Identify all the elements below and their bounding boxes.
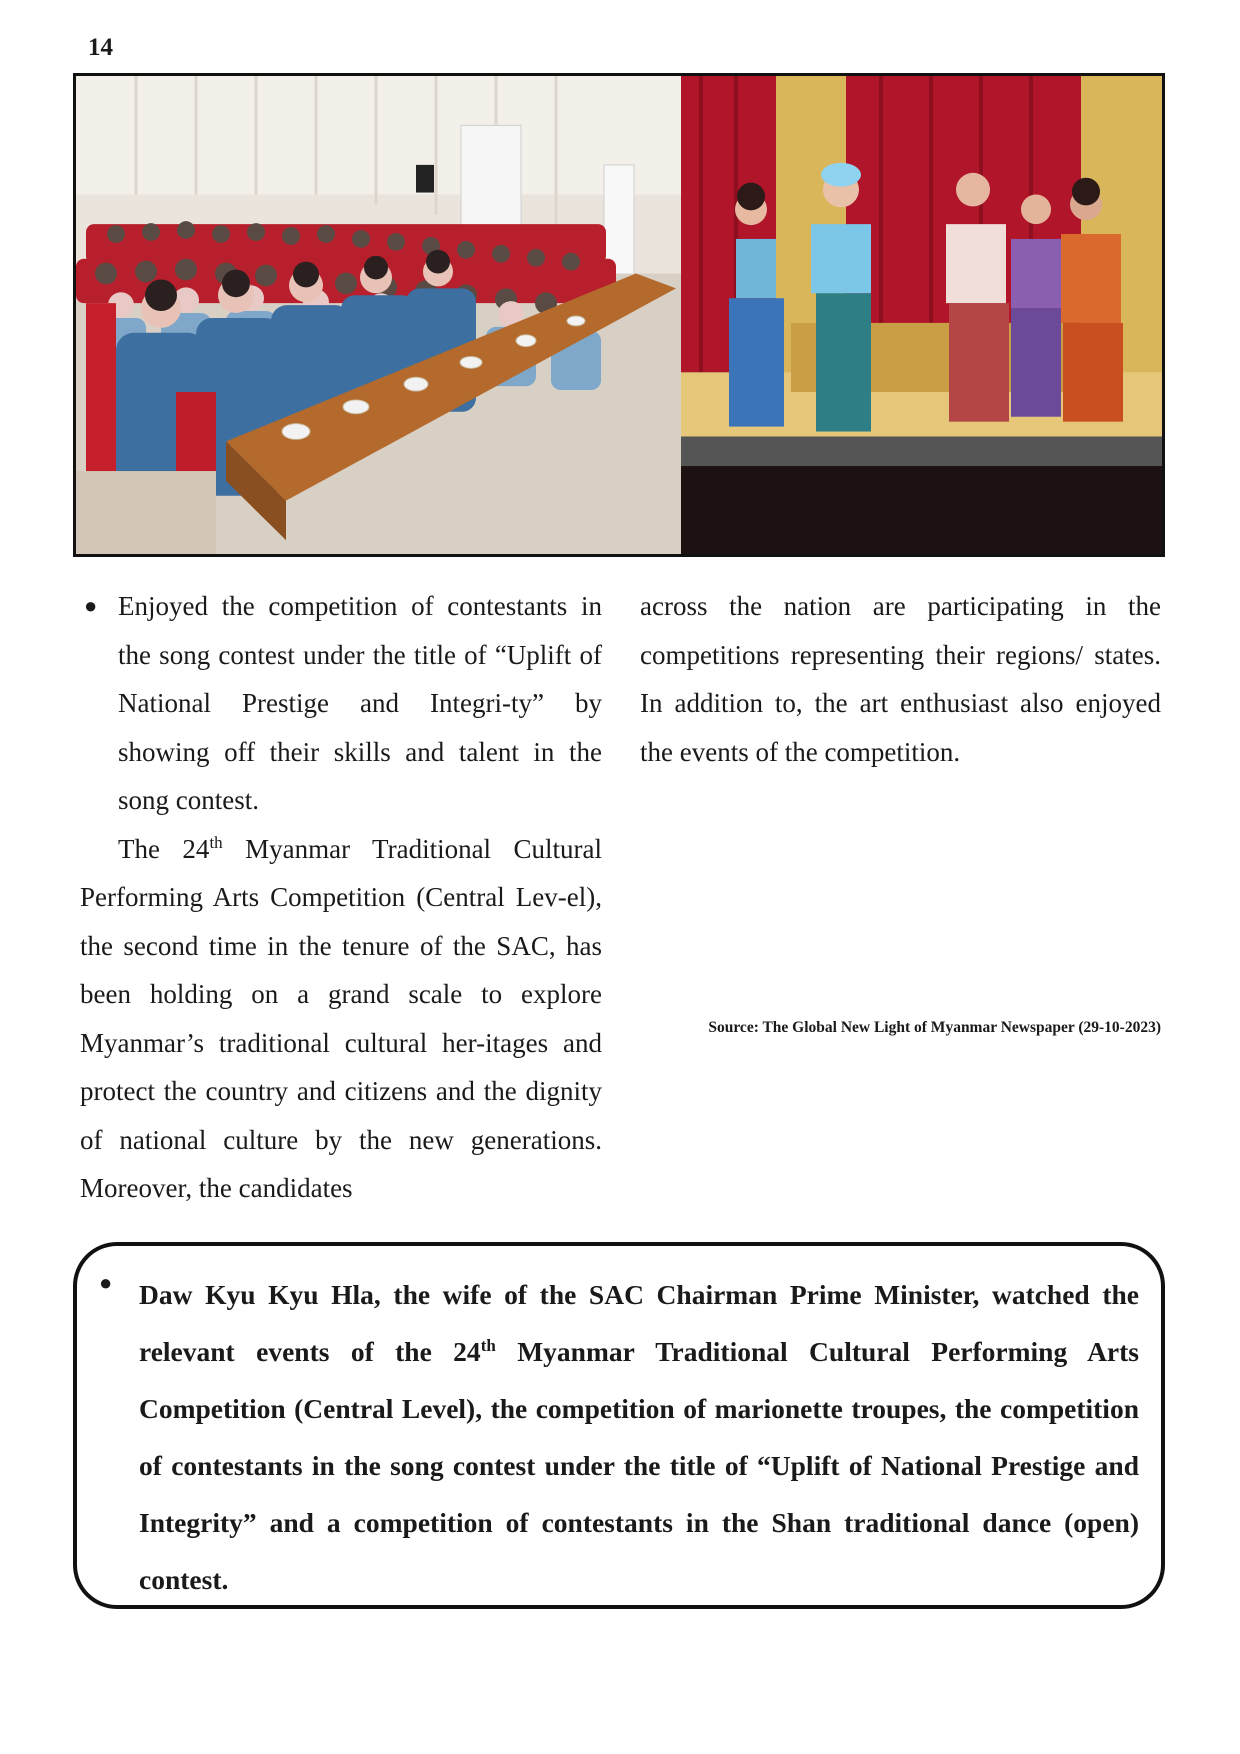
ordinal-suffix: th [209, 832, 223, 852]
bullet-paragraph [80, 582, 602, 825]
right-column-text: across the nation are participating in the competitions representing their regions/ states. In addition to, the art enthusiast also enjoyed the events of the competition. [640, 591, 1161, 767]
para-rest: Myanmar Traditional Cultural Performing Arts Competition (Central Lev-el), the second time in the tenure of the SAC, has been holding on a grand scale to explore Myanmar’s traditional cultural her-itages and protect the country and citizens and the dignity of national culture by the new generations. Moreover, the candidates [80, 833, 602, 1203]
body-paragraph [80, 825, 602, 1213]
bullet-icon: ● [99, 1270, 113, 1295]
bullet-text: Enjoyed the competition of contestants in the song contest under the title of “Uplift of National Prestige and Integri-ty” by showing off their skills and talent in the song contest. [118, 591, 602, 815]
highlight-box [73, 1242, 1165, 1609]
left-column [80, 582, 602, 1213]
highlight-rest: Myanmar Traditional Cultural Performing Arts Competition (Central Level), the competition of marionette troupes, the competition of contestants in the song contest under the title of “Uplift of National Prestige and Integrity” and a competition of contestants in the Shan traditional dance (open) contest. [139, 1336, 1140, 1595]
audience-photo [76, 76, 681, 554]
highlight-text [139, 1266, 1139, 1608]
bullet-icon: ● [84, 593, 98, 618]
stage-performance-photo [681, 76, 1162, 554]
para-start: The 24 [118, 833, 210, 864]
ordinal-suffix: th [480, 1335, 496, 1355]
right-column [640, 582, 1161, 776]
highlight-start: Daw Kyu Kyu Hla, the wife of the SAC Chairman Prime Minister, watched the relevant events of the 24 [139, 1279, 1139, 1367]
page-number: 14 [88, 34, 113, 61]
photo-frame [73, 73, 1165, 557]
source-citation: Source: The Global New Light of Myanmar Newspaper (29-10-2023) [708, 1019, 1161, 1036]
